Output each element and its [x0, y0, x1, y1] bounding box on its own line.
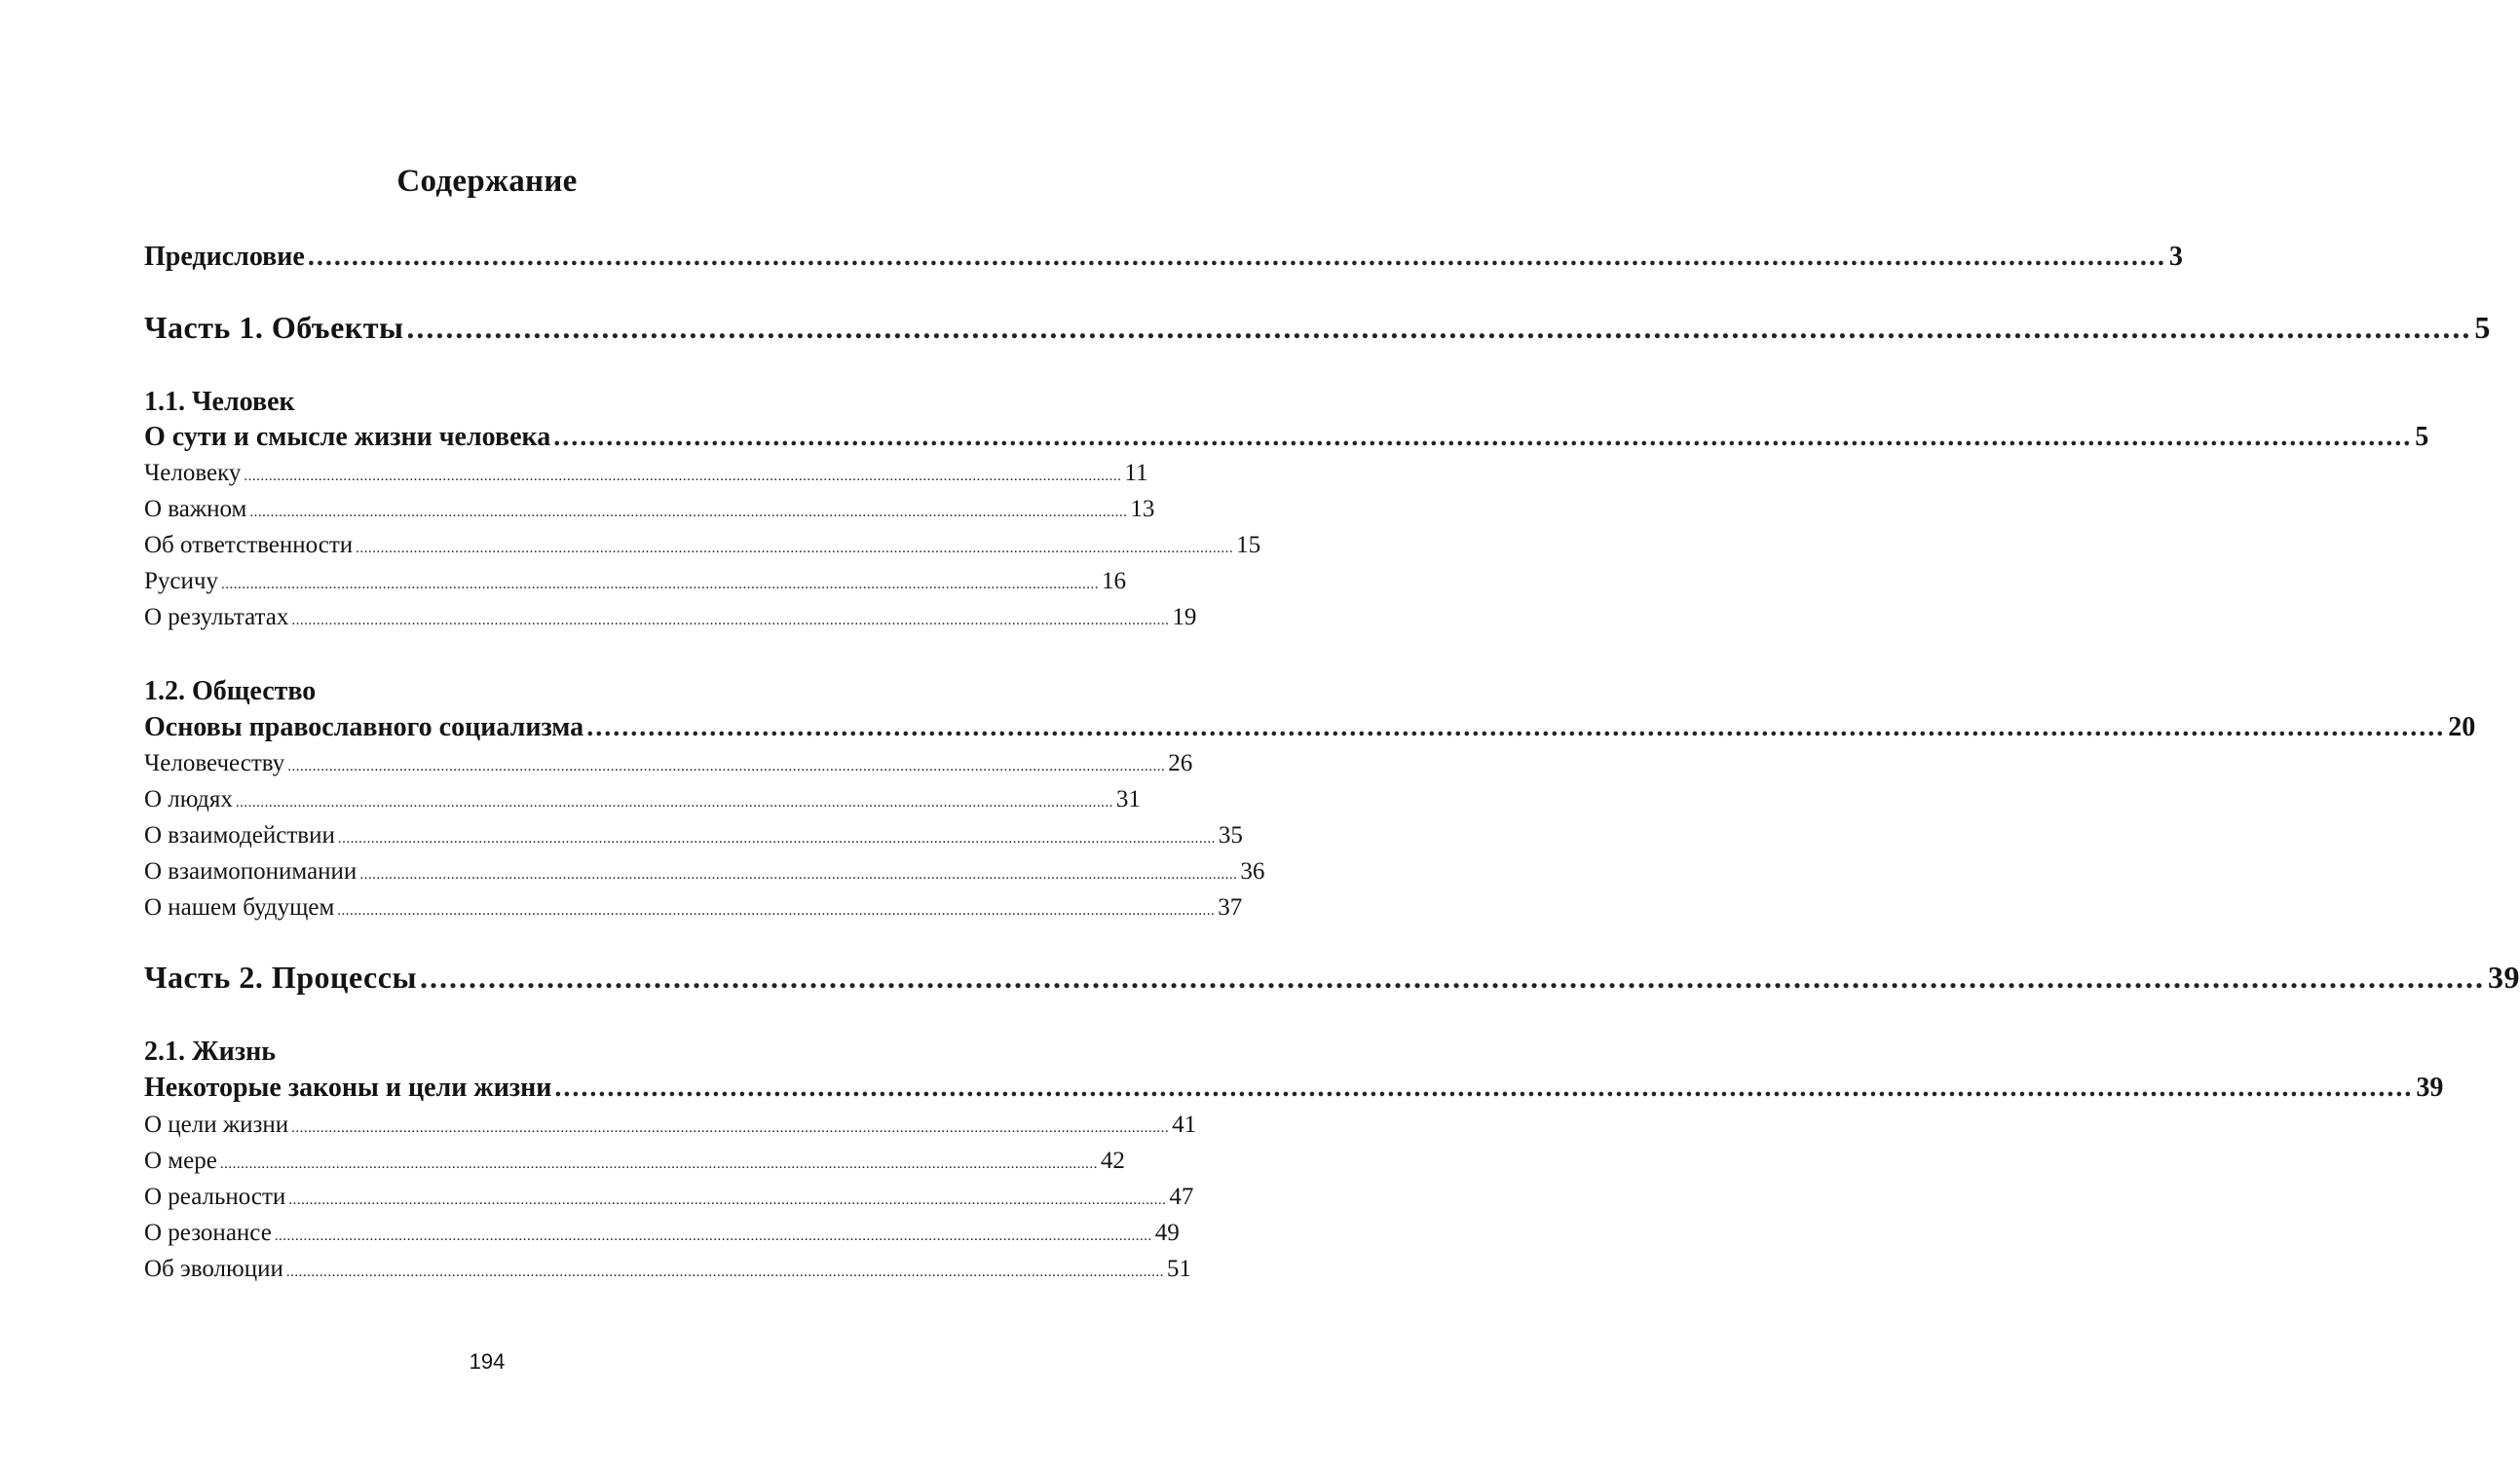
- dot-leader: ....................................................................................................................................................................................................................: [219, 1156, 1098, 1172]
- toc-entry-label: Некоторые законы и цели жизни: [144, 1073, 552, 1103]
- dot-leader: ....................................................................................................................................................................................................................: [554, 1073, 2414, 1103]
- toc-entry-label: О реальности: [144, 1184, 286, 1210]
- toc-entry-page: 20: [2448, 712, 2476, 742]
- toc-entry-label: Часть 1. Объекты: [144, 310, 404, 345]
- toc-entry-page: 19: [1172, 604, 1197, 630]
- toc-section-heading: [144, 387, 873, 418]
- toc-entry-label: О мере: [144, 1148, 217, 1174]
- toc-entry-page: 41: [1172, 1112, 1197, 1138]
- toc-entry[interactable]: [144, 422, 2429, 453]
- toc-section-heading: [144, 676, 873, 707]
- dot-leader: ....................................................................................................................................................................................................................: [244, 469, 1122, 484]
- toc-entry-page: 5: [2474, 310, 2491, 345]
- toc-entry-label: О сути и смысле жизни человека: [144, 422, 551, 452]
- dot-leader: ....................................................................................................................................................................................................................: [274, 1228, 1152, 1244]
- toc-entry[interactable]: [144, 750, 1193, 777]
- dot-leader: ....................................................................................................................................................................................................................: [288, 1192, 1167, 1208]
- toc-entry[interactable]: [144, 532, 1261, 559]
- page-number: 194: [469, 1349, 506, 1374]
- dot-leader: ....................................................................................................................................................................................................................: [285, 1264, 1164, 1280]
- toc-entry[interactable]: [144, 712, 2476, 743]
- dot-leader: ....................................................................................................................................................................................................................: [291, 613, 1170, 628]
- toc-entry-label: Часть 2. Процессы: [144, 960, 417, 995]
- toc-entry-page: 26: [1168, 750, 1193, 776]
- dot-leader: ....................................................................................................................................................................................................................: [337, 903, 1216, 919]
- toc-entry-page: 47: [1169, 1184, 1194, 1210]
- toc-section-label: 1.2. Общество: [144, 676, 317, 706]
- toc-entry-page: 13: [1130, 496, 1155, 522]
- toc-entry[interactable]: [144, 496, 1155, 523]
- dot-leader: ....................................................................................................................................................................................................................: [337, 831, 1216, 847]
- toc-entry[interactable]: [144, 1112, 1197, 1139]
- toc-entry-label: О результатах: [144, 604, 289, 630]
- toc-entry[interactable]: [144, 460, 1148, 487]
- toc-entry-page: 42: [1100, 1148, 1125, 1174]
- toc-entry-page: 37: [1218, 894, 1243, 921]
- toc-section-label: 1.1. Человек: [144, 387, 295, 417]
- toc-entry-page: 51: [1166, 1256, 1191, 1282]
- toc-entry-label: Об ответственности: [144, 532, 354, 558]
- toc-entry-page: 49: [1154, 1220, 1180, 1246]
- toc-entry-page: 39: [2416, 1073, 2444, 1103]
- dot-leader: ....................................................................................................................................................................................................................: [249, 505, 1128, 520]
- toc-entry-page: 15: [1236, 532, 1261, 558]
- toc-entry-label: Основы православного социализма: [144, 712, 584, 742]
- toc-entry-label: О нашем будущем: [144, 894, 335, 921]
- dot-leader: ....................................................................................................................................................................................................................: [406, 310, 2472, 345]
- toc-entry-part-1[interactable]: [144, 310, 2491, 346]
- toc-entry-label: О взаимопонимании: [144, 858, 357, 885]
- toc-entry-label: О людях: [144, 786, 233, 812]
- toc-entry[interactable]: [144, 1256, 1191, 1283]
- toc-entry-page: 5: [2415, 422, 2429, 452]
- toc-entry-page: 36: [1240, 858, 1265, 885]
- dot-leader: ....................................................................................................................................................................................................................: [235, 795, 1113, 811]
- toc-entry-label: Русичу: [144, 568, 218, 594]
- toc-entry-preface[interactable]: [144, 242, 2183, 273]
- dot-leader: ....................................................................................................................................................................................................................: [553, 422, 2413, 452]
- toc-entry[interactable]: [144, 822, 1243, 849]
- toc-entry[interactable]: [144, 1184, 1194, 1211]
- toc-entry-label: О важном: [144, 496, 247, 522]
- toc-entry[interactable]: [144, 894, 1243, 922]
- toc-entry[interactable]: [144, 786, 1141, 813]
- toc-entry[interactable]: [144, 604, 1197, 631]
- page-title: Содержание: [396, 164, 578, 199]
- toc-entry-part-2[interactable]: [144, 960, 2520, 996]
- toc-entry-page: 3: [2168, 242, 2183, 272]
- toc-entry-label: Человечеству: [144, 750, 285, 776]
- dot-leader: ....................................................................................................................................................................................................................: [356, 541, 1234, 556]
- toc-entry-label: Об эволюции: [144, 1256, 283, 1282]
- dot-leader: ....................................................................................................................................................................................................................: [359, 867, 1238, 883]
- toc-section-heading: [144, 1037, 873, 1068]
- toc-entry-page: 16: [1101, 568, 1126, 594]
- toc-entry-page: 35: [1218, 822, 1243, 849]
- dot-leader: ....................................................................................................................................................................................................................: [287, 759, 1166, 774]
- toc-entry-page: 11: [1124, 460, 1148, 486]
- toc-entry-label: Человеку: [144, 460, 242, 486]
- dot-leader: ....................................................................................................................................................................................................................: [419, 960, 2485, 995]
- toc-entry[interactable]: [144, 1073, 2444, 1104]
- dot-leader: ....................................................................................................................................................................................................................: [307, 242, 2166, 272]
- toc-entry[interactable]: [144, 1148, 1125, 1175]
- toc-entry-page: 31: [1115, 786, 1141, 812]
- toc-entry[interactable]: [144, 858, 1265, 886]
- toc-entry-label: О резонансе: [144, 1220, 272, 1246]
- toc-entry-label: О взаимодействии: [144, 822, 335, 849]
- toc-section-label: 2.1. Жизнь: [144, 1037, 277, 1067]
- toc-entry-label: О цели жизни: [144, 1112, 289, 1138]
- toc-entry-label: Предисловие: [144, 242, 305, 272]
- toc-entry[interactable]: [144, 568, 1126, 595]
- toc-entry[interactable]: [144, 1220, 1180, 1247]
- toc-entry-page: 39: [2487, 960, 2520, 995]
- dot-leader: ....................................................................................................................................................................................................................: [220, 577, 1099, 592]
- dot-leader: ....................................................................................................................................................................................................................: [586, 712, 2446, 742]
- dot-leader: ....................................................................................................................................................................................................................: [291, 1120, 1170, 1136]
